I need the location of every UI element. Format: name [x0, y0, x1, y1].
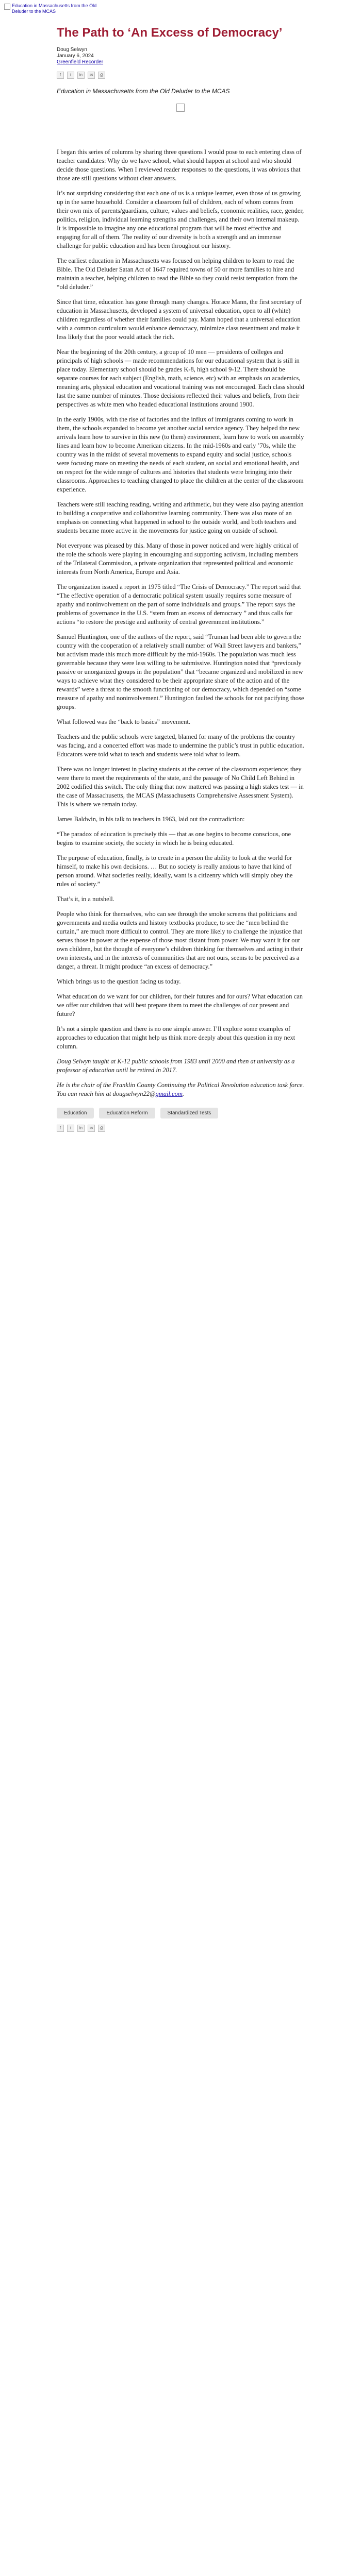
- broken-image-icon: [4, 4, 10, 10]
- article-body: [57, 148, 304, 1098]
- paragraph: Not everyone was pleased by this. Many of those in power noticed and were highly critical of the role the schools were playing in encouraging and supporting activism, including members of the Trilateral Commission, a private organization that represented political and economic interests from North America, Europe and Asia.: [57, 542, 299, 575]
- author-contact-text: He is the chair of the Franklin County Continuing the Political Revolution education task force. You can reach him at dougselwyn22@: [57, 1081, 304, 1097]
- paragraph: Near the beginning of the 20th century, a group of 10 men — presidents of colleges and principals of high schools — made recommendations for our educational system that is still in place today. Elementary school should be grades K-8, high school 9-12. There should be separate courses for each subject (English, math, science, etc) with an emphasis on academics, meaning arts, physical education and vocational training was not encouraged. Each class should last the same number of minutes. Those decisions reflected their values and beliefs, from their perspectives as white men who headed educational institutions around 1900.: [57, 348, 304, 408]
- paragraph: The purpose of education, finally, is to create in a person the ability to look at the world for himself, to make his own decisions. … But no society is really anxious to have that kind of person around. What societies really, ideally, want is a citizenry which will simply obey the rules of society.”: [57, 854, 293, 888]
- paragraph: It’s not surprising considering that each one of us is a unique learner, even those of us growing up in the same household. Consider a classroom full of children, each of whom comes from their own mix of parents/guardians, culture, values and beliefs, economic realities, race, gender, politics, religion, individual learning strengths and challenges, and their own internal makeup. It is impossible to imagine any one educational program that will be most effective and engaging for all of them. The reality of our diversity is both a strength and an immense challenge for public education and has been throughout our history.: [57, 190, 304, 249]
- article-title: The Path to ‘An Excess of Democracy’: [57, 26, 283, 40]
- author-email-link[interactable]: gmail.com: [155, 1090, 183, 1097]
- paragraph: There was no longer interest in placing students at the center of the classroom experience; they were there to meet the requirements of the state, and the passage of No Child Left Behind in 2002 codified this switch. The only thing that now mattered was passing a high stakes test — in the case of Massachusetts, the MCAS (Massachusetts Comprehensive Assessment System). This is where we remain today.: [57, 766, 304, 808]
- print-icon[interactable]: ⎙: [98, 1125, 105, 1132]
- article: [57, 26, 304, 1132]
- banner-image: [4, 3, 112, 18]
- email-share-icon[interactable]: ✉: [88, 72, 95, 79]
- paragraph: In the early 1900s, with the rise of factories and the influx of immigrants coming to work in them, the schools expanded to become yet another social service agency. They helped the new arrivals learn how to survive in this new (to them) environment, learn how to work on assembly lines and learn how to become American citizens. In the mid-1960s and early ’70s, while the country was in the midst of several movements to expand equity and social justice, schools were focusing more on meeting the needs of each student, on social and emotional health, and on respect for the wide range of cultures and histories that students were bringing into their classrooms. Approaches to teaching changed to place the children at the center of the classroom experience.: [57, 416, 304, 493]
- twitter-share-icon[interactable]: t: [67, 72, 74, 79]
- banner-alt-text: Education in Massachusetts from the Old Deluder to the MCAS: [12, 3, 97, 14]
- linkedin-share-icon[interactable]: in: [77, 72, 85, 79]
- tag-list: [57, 1108, 304, 1118]
- paragraph: I began this series of columns by sharing three questions I would pose to each entering class of teacher candidates: Why do we have school, what should happen at school and who should decide those questions. When I reviewed reader responses to the questions, it was obvious that those are still questions without clear answers.: [57, 148, 302, 182]
- author-bio: Doug Selwyn taught at K-12 public schools from 1983 until 2000 and then at university as a professor of education until he retired in 2017.: [57, 1058, 295, 1074]
- publish-date: January 6, 2024: [57, 53, 94, 59]
- paragraph: What followed was the “back to basics” movement.: [57, 718, 190, 725]
- author-contact: [57, 1081, 304, 1098]
- paragraph: Since that time, education has gone through many changes. Horace Mann, the first secretary of education in Massachusetts, developed a system of universal education, open to all (white) children regardless of whether their families could pay. Mann hoped that a universal education with a common curriculum would enhance democracy, minimize class resentment and make it less likely that the poor would attack the rich.: [57, 298, 302, 341]
- paragraph: James Baldwin, in his talk to teachers in 1963, laid out the contradiction:: [57, 816, 245, 823]
- paragraph: It’s not a simple question and there is no one simple answer. I’ll explore some examples of approaches to education that might help us think more deeply about this question in my next column.: [57, 1025, 296, 1050]
- tag-standardized-tests[interactable]: Standardized Tests: [160, 1108, 219, 1118]
- publication-link[interactable]: Greenfield Recorder: [57, 59, 104, 65]
- paragraph: Which brings us to the question facing us today.: [57, 978, 181, 985]
- twitter-share-icon[interactable]: t: [67, 1125, 74, 1132]
- article-subtitle: Education in Massachusetts from the Old Deluder to the MCAS: [57, 88, 230, 95]
- paragraph: The earliest education in Massachusetts was focused on helping children to learn to read the Bible. The Old Deluder Satan Act of 1647 required towns of 50 or more families to hire and maintain a teacher, helping children to read the Bible so they could resist temptation from the “old deluder.”: [57, 257, 298, 291]
- paragraph: That’s it, in a nutshell.: [57, 895, 114, 903]
- facebook-share-icon[interactable]: f: [57, 1125, 64, 1132]
- print-icon[interactable]: ⎙: [98, 72, 105, 79]
- linkedin-share-icon[interactable]: in: [77, 1125, 85, 1132]
- byline: [57, 47, 304, 65]
- paragraph: What education do we want for our children, for their futures and for ours? What education can we offer our children that will best prepare them to meet the challenges of our present and future?: [57, 993, 303, 1018]
- email-share-icon[interactable]: ✉: [88, 1125, 95, 1132]
- facebook-share-icon[interactable]: f: [57, 72, 64, 79]
- paragraph: Samuel Huntington, one of the authors of the report, said “Truman had been able to govern the country with the cooperation of a relatively small number of Wall Street lawyers and bankers,” but activism made this much more difficult by the mid-1960s. The population was much less governable because they were less willing to be submissive. Huntington noted that “previously passive or unorganized groups in the population” that “became organized and mobilized in new ways to achieve what they considered to be their appropriate share of the action and of the rewards” were a threat to the smooth functioning of our democracy, which depended on “some measure of apathy and noninvolvement.” Huntington faulted the schools for not pacifying those groups.: [57, 633, 304, 710]
- tag-education[interactable]: Education: [57, 1108, 94, 1118]
- share-bar-bottom: [57, 1125, 304, 1132]
- share-bar-top: [57, 72, 304, 79]
- tag-education-reform[interactable]: Education Reform: [99, 1108, 155, 1118]
- paragraph: Teachers were still teaching reading, writing and arithmetic, but they were also paying attention to building a cooperative and collaborative learning community. There was also more of an emphasis on connecting what happened in school to the outside world, and both teachers and students became more active in the movements for justice going on outside of school.: [57, 501, 304, 534]
- paragraph: “The paradox of education is precisely this — that as one begins to become conscious, one begins to examine society, the society in which he is being educated.: [57, 831, 291, 846]
- author-contact-end: .: [182, 1090, 185, 1097]
- article-image-placeholder-icon: [176, 104, 185, 112]
- paragraph: People who think for themselves, who can see through the smoke screens that politicians and governments and media outlets and history textbooks produce, to see the “men behind the curtain,” are much more difficult to control. They are more likely to challenge the injustice that serves those in power at the expense of those most distant from power. We may want it for our own children, but the thought of everyone’s children thinking for themselves and acting in their own interests, and in the interests of communities that are not ours, seems to be perceived as a danger, a threat. It might produce “an excess of democracy.”: [57, 910, 303, 970]
- paragraph: Teachers and the public schools were targeted, blamed for many of the problems the country was facing, and a concerted effort was made to undermine the public’s trust in public education. Educators were told what to teach and students were told what to learn.: [57, 733, 304, 758]
- paragraph: The organization issued a report in 1975 titled “The Crisis of Democracy.” The report said that “The effective operation of a democratic political system usually requires some measure of apathy and noninvolvement on the part of some individuals and groups.” The report says the problems of governance in the U.S. “stem from an excess of democracy ” and thus calls for actions “to restore the prestige and authority of central government institutions.”: [57, 583, 301, 625]
- author-name: Doug Selwyn: [57, 47, 87, 53]
